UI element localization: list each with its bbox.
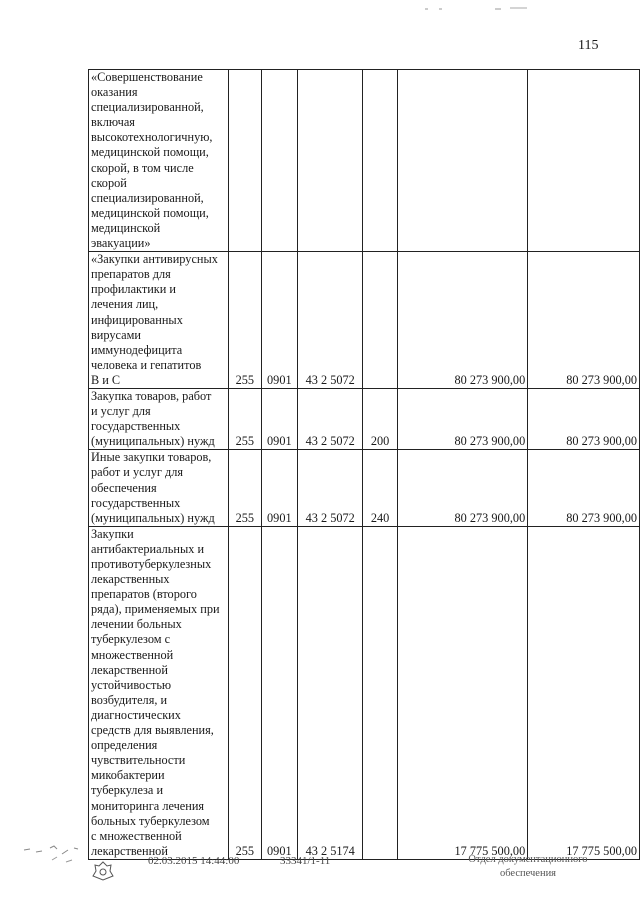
table-row <box>89 526 640 859</box>
page-number: 115 <box>578 38 599 53</box>
amount-2: 80 273 900,00 <box>528 388 640 449</box>
table-row <box>89 388 640 449</box>
table-row <box>89 252 640 389</box>
section-code: 0901 <box>261 450 298 526</box>
amount-1: 17 775 500,00 <box>397 526 528 859</box>
amount-2 <box>528 70 640 252</box>
amount-2: 80 273 900,00 <box>528 252 640 389</box>
footer-department-stamp <box>448 853 608 881</box>
table-row <box>89 70 640 252</box>
budget-table <box>88 69 640 860</box>
ministry-code: 255 <box>229 388 261 449</box>
section-code: 0901 <box>261 526 298 859</box>
margin-scribble-marks <box>22 840 82 870</box>
section-code <box>261 70 298 252</box>
ministry-code <box>229 70 261 252</box>
ministry-code: 255 <box>229 252 261 389</box>
ministry-code: 255 <box>229 450 261 526</box>
department-line-2: обеспечения <box>499 868 557 879</box>
row-description: «Закупки антивирусных препаратов для профилактики и лечения лиц, инфицированных вирусами иммунодефицита человека и гепатитов В и С <box>89 252 229 389</box>
target-code: 43 2 5072 <box>298 252 363 389</box>
section-code: 0901 <box>261 252 298 389</box>
row-description: Закупки антибактериальных и противотуберкулезных лекарственных препаратов (второго ряда), применяемых при лечении больных туберкулезом с множественной лекарственной устойчивостью возбудителя, и диагностических средств для выявления, определения чувствительности микобактерии туберкулеза и мониторинга лечения больных туберкулезом с множественной лекарственной <box>89 526 229 859</box>
target-code: 43 2 5072 <box>298 450 363 526</box>
row-description: Иные закупки товаров, работ и услуг для обеспечения государственных (муниципальных) нужд <box>89 450 229 526</box>
target-code: 43 2 5174 <box>298 526 363 859</box>
amount-1: 80 273 900,00 <box>397 388 528 449</box>
amount-1 <box>397 70 528 252</box>
amount-2: 17 775 500,00 <box>528 526 640 859</box>
expense-type <box>363 252 397 389</box>
expense-type: 200 <box>363 388 397 449</box>
section-code: 0901 <box>261 388 298 449</box>
department-line-1: Отдел документационного <box>468 854 588 865</box>
target-code <box>298 70 363 252</box>
row-description: Закупка товаров, работ и услуг для государственных (муниципальных) нужд <box>89 388 229 449</box>
expense-type <box>363 70 397 252</box>
amount-2: 80 273 900,00 <box>528 450 640 526</box>
table-row <box>89 450 640 526</box>
target-code: 43 2 5072 <box>298 388 363 449</box>
expense-type <box>363 526 397 859</box>
amount-1: 80 273 900,00 <box>397 252 528 389</box>
scan-artifact-marks <box>425 4 535 12</box>
amount-1: 80 273 900,00 <box>397 450 528 526</box>
ministry-code: 255 <box>229 526 261 859</box>
footer-document-code: 33341/1-11 <box>280 855 331 867</box>
footer-date: 02.03.2015 14:44:00 <box>148 855 240 867</box>
expense-type: 240 <box>363 450 397 526</box>
row-description: «Совершенствование оказания специализированной, включая высокотехнологичную, медицинской помощи, скорой, в том числе скорой специализированной, медицинской помощи, медицинской эвакуации» <box>89 70 229 252</box>
emblem-stamp-icon <box>90 860 116 882</box>
